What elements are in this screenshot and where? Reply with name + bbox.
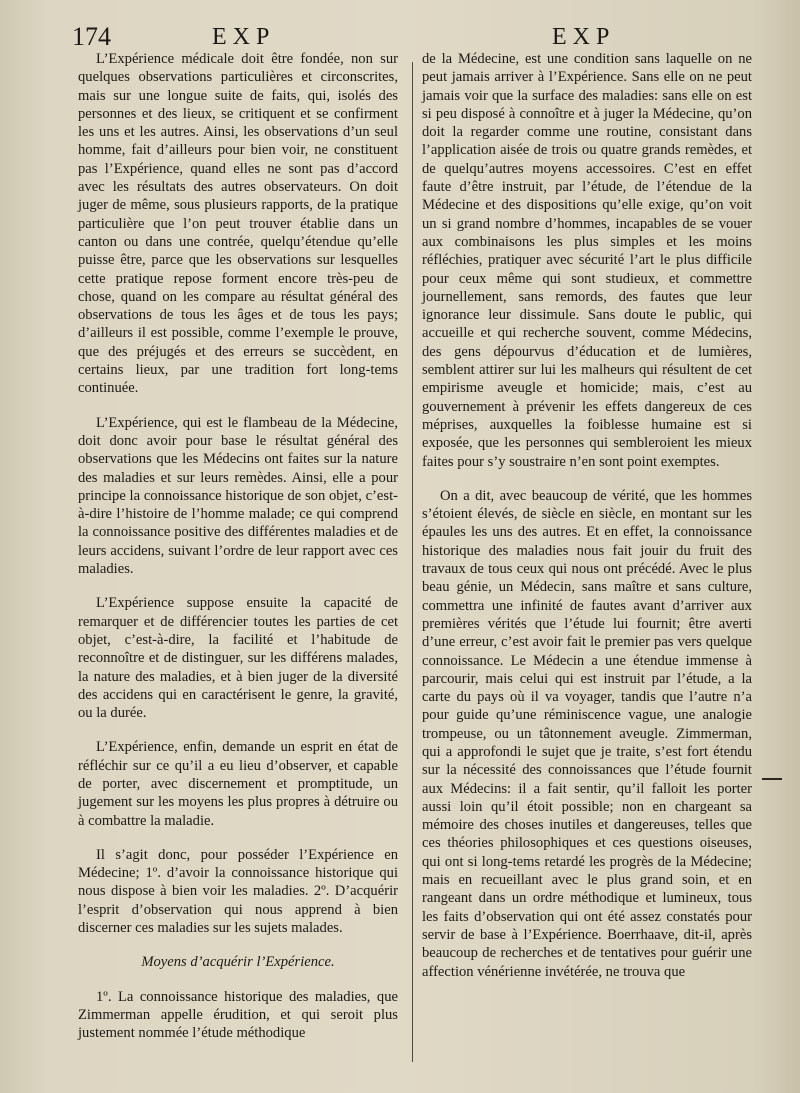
running-head-right: EXP: [552, 24, 616, 50]
paragraph: L’Expérience suppose ensuite la capacité de remarquer et de différencier toutes les parties de cet objet, c’est-à-dire, la facilité et l’habitude de reconnoître et de distinguer, sur les différens malades, la nature des maladies, et à bien juger de la diversité des accidens qui en caractérisent le genre, la gravité, ou la durée.: [78, 595, 398, 722]
paragraph: Il s’agit donc, pour posséder l’Expérience en Médecine; 1º. d’avoir la connoissance historique qui nous dispose à bien voir les maladies. 2º. D’acquérir l’esprit d’observation qui nous apprend à bien discerner ces maladies sur les sujets malades.: [78, 846, 398, 937]
section-subheading: Moyens d’acquérir l’Expérience.: [141, 954, 335, 971]
margin-mark: [762, 778, 782, 780]
paragraph: 1º. La connoissance historique des maladies, que Zimmerman appelle érudition, et qui seroit plus justement nommée l’étude méthodique: [78, 988, 398, 1042]
page-number: 174: [72, 22, 111, 51]
paragraph: L’Expérience médicale doit être fondée, non sur quelques observations particulières et circonscrites, mais sur une longue suite de faits, qui, isolés des personnes et des lieux, se critiquent et se confirment les uns et les autres. Ainsi, les observations d’un seul homme, fait d’ailleurs pour bien voir, ne constituent pas l’Expérience, quand elles ne sont pas d’accord avec les résultats des autres observateurs. On doit juger de même, sous plusieurs rapports, de la pratique particulière que l’on peut trouver établie dans un canton ou dans une contrée, quelqu’étendue qu’elle puisse être, parce que les observations sur lesquelles cette pratique repose forment encore très-peu de chose, quand on les compare au résultat général des observations de tous les âges et de tous les pays; d’ailleurs il est possible, comme l’exemple le prouve, que des préjugés et des erreurs se succèdent, en certains lieux, par une tradition fort long-tems continuée.: [78, 51, 398, 397]
paragraph: L’Expérience, qui est le flambeau de la Médecine, doit donc avoir pour base le résultat général des observations que les Médecins ont faites sur la nature des maladies et sur leurs remèdes. Ainsi, elle a pour principe la connoissance historique de son objet, c’est-à-dire l’histoire de l’homme malade; ce qui comprend la connoissance positive des différentes maladies et de leurs accidens, suivant l’ordre de leur rapport avec ces maladies.: [78, 414, 398, 578]
left-column: [78, 50, 398, 1043]
paragraph: L’Expérience, enfin, demande un esprit en état de réfléchir sur ce qu’il a eu lieu d’observer, et capable de porter, avec discernement et promptitude, un jugement sur les moyens les plus propres à détruire ou à combattre la maladie.: [78, 739, 398, 829]
paragraph: On a dit, avec beaucoup de vérité, que les hommes s’étoient élevés, de siècle en siècle, en montant sur les épaules les uns des autres. Et en effet, la connoissance historique des maladies nous fait jouir du fruit des travaux de tous ceux qui nous ont précédé. Avec le plus beau génie, un Médecin, sans maître et sans culture, commettra une infinité de fautes avant d’arriver aux premières vérités que l’étude lui fournit; être averti d’une erreur, c’est avoir fait le premier pas vers quelque connoissance. Le Médecin a une étendue immense à parcourir, mais celui qui est instruit par l’étude, a la carte du pays où il va voyager, tandis que l’autre n’a pour guide qu’une réminiscence vague, une analogie trompeuse, ou un tâtonnement aveugle. Zimmerman, qui a approfondi le sujet que je traite, s’est fort étendu sur la nécessité des connoissances que l’étude fournit aux Médecins: il a fait sentir, qu’il falloit les porter aussi loin qu’il étoit possible; non en chargeant sa mémoire des choses inutiles et dangereuses, telles que ces théories philosophiques et ces questions oiseuses, qui ont si long-tems retardé les progrès de la Médecine; mais en recueillant avec le plus grand soin, et en rangeant dans un ordre méthodique et lumineux, tous les faits d’observation qui ont été assez constatés pour servir de base à l’Expérience. Boerrhaave, dit-il, après beaucoup de recherches et de tentatives pour guérir une affection vénérienne invétérée, ne trouva que: [422, 487, 752, 980]
paragraph: de la Médecine, est une condition sans laquelle on ne peut jamais arriver à l’Expérience. Sans elle on ne peut jamais voir que la surface des maladies: sans elle on est si peu disposé à connoître et à juger la Médecine, qu’on doit la regarder comme une routine, consistant dans l’application aisée de trois ou quatre grands remèdes, et de quelqu’autres moyens accessoires. C’est en effet faute d’être instruit, par l’étude, de l’étendue de la Médecine et des dispositions qu’elle exige, qu’on voit un si grand nombre d’hommes, incapables de se vouer aux combinaisons les plus simples et les moins réfléchies, pratiquer avec sécurité l’art le plus difficile pour ceux même qui sont studieux, et commettre journellement, sans remords, des fautes que leur ignorance leur dissimule. Sans doute le public, qui accueille et qui recherche souvent, comme Médecins, des gens dépourvus d’éducation et de lumières, semblent attirer sur lui les malheurs qui résultent de cet empirisme aveugle et homicide; mais, c’est au gouvernement à prévenir les effets dangereux de ces méprises, auxquelles la foiblesse humaine est si exposée, que les personnes qui sembleroient les mieux faites pour s’y soustraire n’en sont point exemptes.: [422, 51, 752, 470]
running-head-left: EXP: [212, 24, 276, 50]
right-column: [422, 50, 752, 981]
column-divider: [412, 62, 413, 1062]
